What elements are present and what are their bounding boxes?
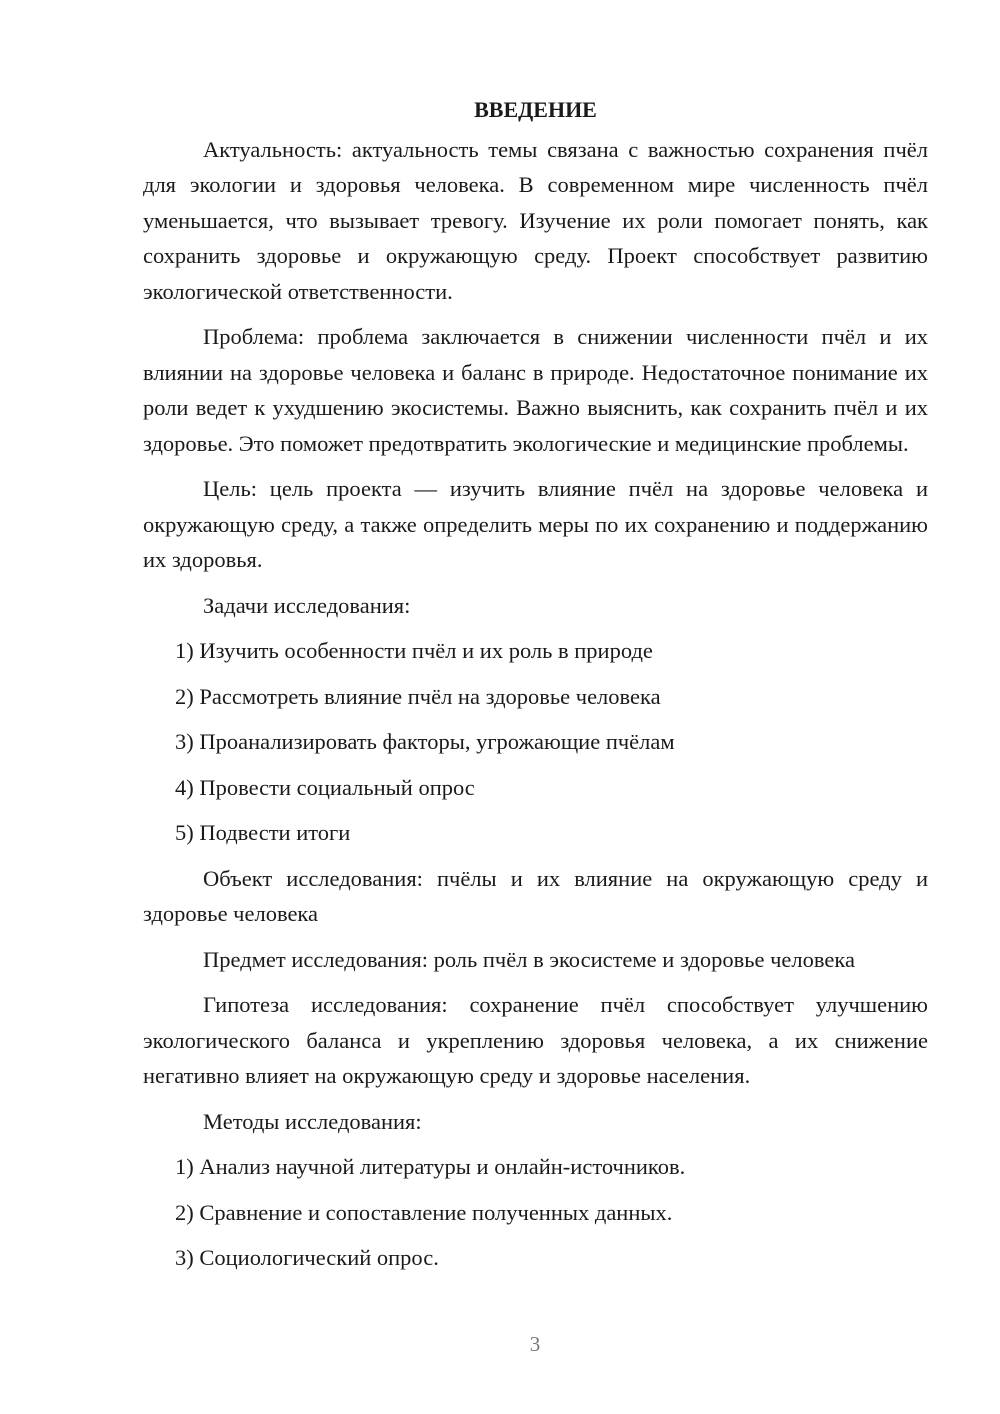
- object-paragraph: Объект исследования: пчёлы и их влияние на окружающую среду и здоровье человека: [143, 865, 928, 926]
- task-item: 2) Рассмотреть влияние пчёл на здоровье человека: [175, 683, 661, 709]
- task-item: 1) Изучить особенности пчёл и их роль в природе: [175, 638, 653, 663]
- tasks-title: Задачи исследования:: [203, 592, 411, 618]
- method-item: 3) Социологический опрос.: [175, 1245, 439, 1270]
- method-item: 2) Сравнение и сопоставление полученных данных.: [175, 1199, 673, 1225]
- methods-title: Методы исследования:: [203, 1108, 422, 1134]
- method-item: 1) Анализ научной литературы и онлайн-источников.: [175, 1154, 686, 1179]
- document-page: [143, 92, 928, 1286]
- goal-paragraph: Цель: цель проекта — изучить влияние пчёл на здоровье человека и окружающую среду, а также определить меры по их сохранению и поддержанию их здоровья.: [143, 476, 928, 572]
- subject-paragraph: Предмет исследования: роль пчёл в экосистеме и здоровье человека: [203, 946, 855, 972]
- relevance-paragraph: Актуальность: актуальность темы связана с важностью сохранения пчёл для экологии и здоровья человека. В современном мире численность пчёл уменьшается, что вызывает тревогу. Изучение их роли помогает понять, как сохранить здоровье и окружающую среду. Проект способствует развитию экологической ответственности.: [143, 136, 928, 304]
- task-item: 5) Подвести итоги: [175, 820, 351, 845]
- problem-paragraph: Проблема: проблема заключается в снижении численности пчёл и их влиянии на здоровье человека и баланс в природе. Недостаточное понимание их роли ведет к ухудшению экосистемы. Важно выяснить, как сохранить пчёл и их здоровье. Это поможет предотвратить экологические и медицинские проблемы.: [143, 324, 928, 456]
- section-heading: ВВЕДЕНИЕ: [474, 97, 597, 122]
- page-number: 3: [529, 1332, 541, 1356]
- task-item: 4) Провести социальный опрос: [175, 774, 475, 800]
- hypothesis-paragraph: Гипотеза исследования: сохранение пчёл способствует улучшению экологического баланса и укреплению здоровья человека, а их снижение негативно влияет на окружающую среду и здоровье населения.: [143, 992, 928, 1088]
- task-item: 3) Проанализировать факторы, угрожающие пчёлам: [175, 729, 675, 754]
